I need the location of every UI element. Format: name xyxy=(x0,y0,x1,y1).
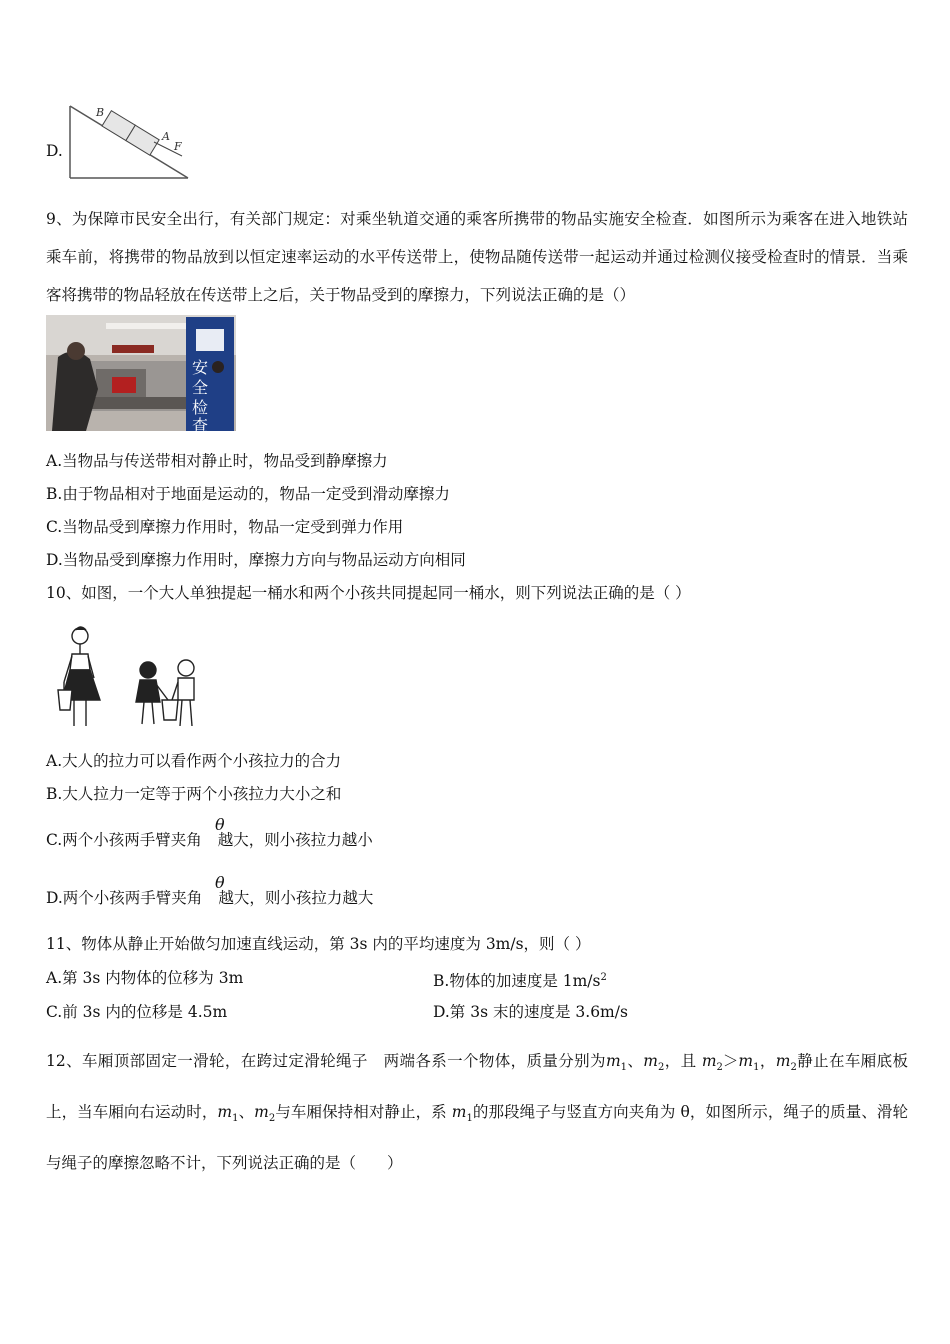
fig-label-a: A xyxy=(162,130,170,143)
q11-stem: 11、物体从静止开始做匀加速直线运动，第 3s 内的平均速度为 3m/s，则（ ） xyxy=(46,935,591,953)
q9-stem: 9、为保障市民安全出行，有关部门规定：对乘坐轨道交通的乘客所携带的物品实施安全检查．如图所示为乘客在进入地铁站乘车前，将携带的物品放到以恒定速率运动的水平传送带上，使物品随传送带一起运动并通过检测仪接受检查时的情景．当乘客将携带的物品轻放在传送带上之后，关于物品受到的摩擦力，下列说法正确的是（） xyxy=(46,210,908,304)
q9-option-b: B.由于物品相对于地面是运动的，物品一定受到滑动摩擦力 xyxy=(46,485,450,503)
q10-option-a: A.大人的拉力可以看作两个小孩拉力的合力 xyxy=(46,752,342,770)
svg-text:全: 全 xyxy=(192,378,209,397)
adult-children-bucket-figure xyxy=(50,620,210,736)
q9-option-c: C.当物品受到摩擦力作用时，物品一定受到弹力作用 xyxy=(46,518,404,536)
q12-stem: 12、车厢顶部固定一滑轮，在跨过定滑轮绳子 两端各系一个物体，质量分别为$m_1$、$m_2$，且 $m_2>m_1$，$m_2$静止在车厢底板上，当车厢向右运动时，$m_1$、$m_2$与车厢保持相对静止，系 $m_1$的那段绳子与竖直方向夹角为 θ，如图所示，绳子的质量、滑轮与绳子的摩擦忽略不计，下列说法正确的是（ ） xyxy=(46,1052,908,1173)
q10-option-b: B.大人拉力一定等于两个小孩拉力大小之和 xyxy=(46,785,342,803)
svg-text:查: 查 xyxy=(192,416,209,431)
q11-option-b: B.物体的加速度是 $1m/s^2$ xyxy=(433,972,607,991)
security-check-photo xyxy=(46,315,236,431)
incline-figure xyxy=(64,100,194,184)
theta-symbol: θ xyxy=(215,815,225,834)
q10-stem: 10、如图，一个大人单独提起一桶水和两个小孩共同提起同一桶水，则下列说法正确的是（ ） xyxy=(46,584,691,602)
svg-text:检: 检 xyxy=(192,398,209,417)
q10-option-d: D.两个小孩两手臂夹角 越大，则小孩拉力越大 xyxy=(46,889,374,907)
photo-sign-text: 安 xyxy=(192,358,209,377)
q9-option-a: A.当物品与传送带相对静止时，物品受到静摩擦力 xyxy=(46,452,388,470)
theta-symbol: θ xyxy=(215,873,225,892)
fig-label-f: F xyxy=(174,140,182,153)
q11-option-c: C.前 3s 内的位移是 4.5m xyxy=(46,1003,228,1021)
q9-option-d: D.当物品受到摩擦力作用时，摩擦力方向与物品运动方向相同 xyxy=(46,551,466,569)
q10-option-c: C.两个小孩两手臂夹角 越大，则小孩拉力越小 xyxy=(46,831,373,849)
q11-option-d: D.第 3s 末的速度是 3.6m/s xyxy=(433,1003,628,1021)
q8-option-d-label: D. xyxy=(46,142,63,160)
q11-option-a: A.第 3s 内物体的位移为 3m xyxy=(46,969,244,987)
fig-label-b: B xyxy=(96,106,105,119)
